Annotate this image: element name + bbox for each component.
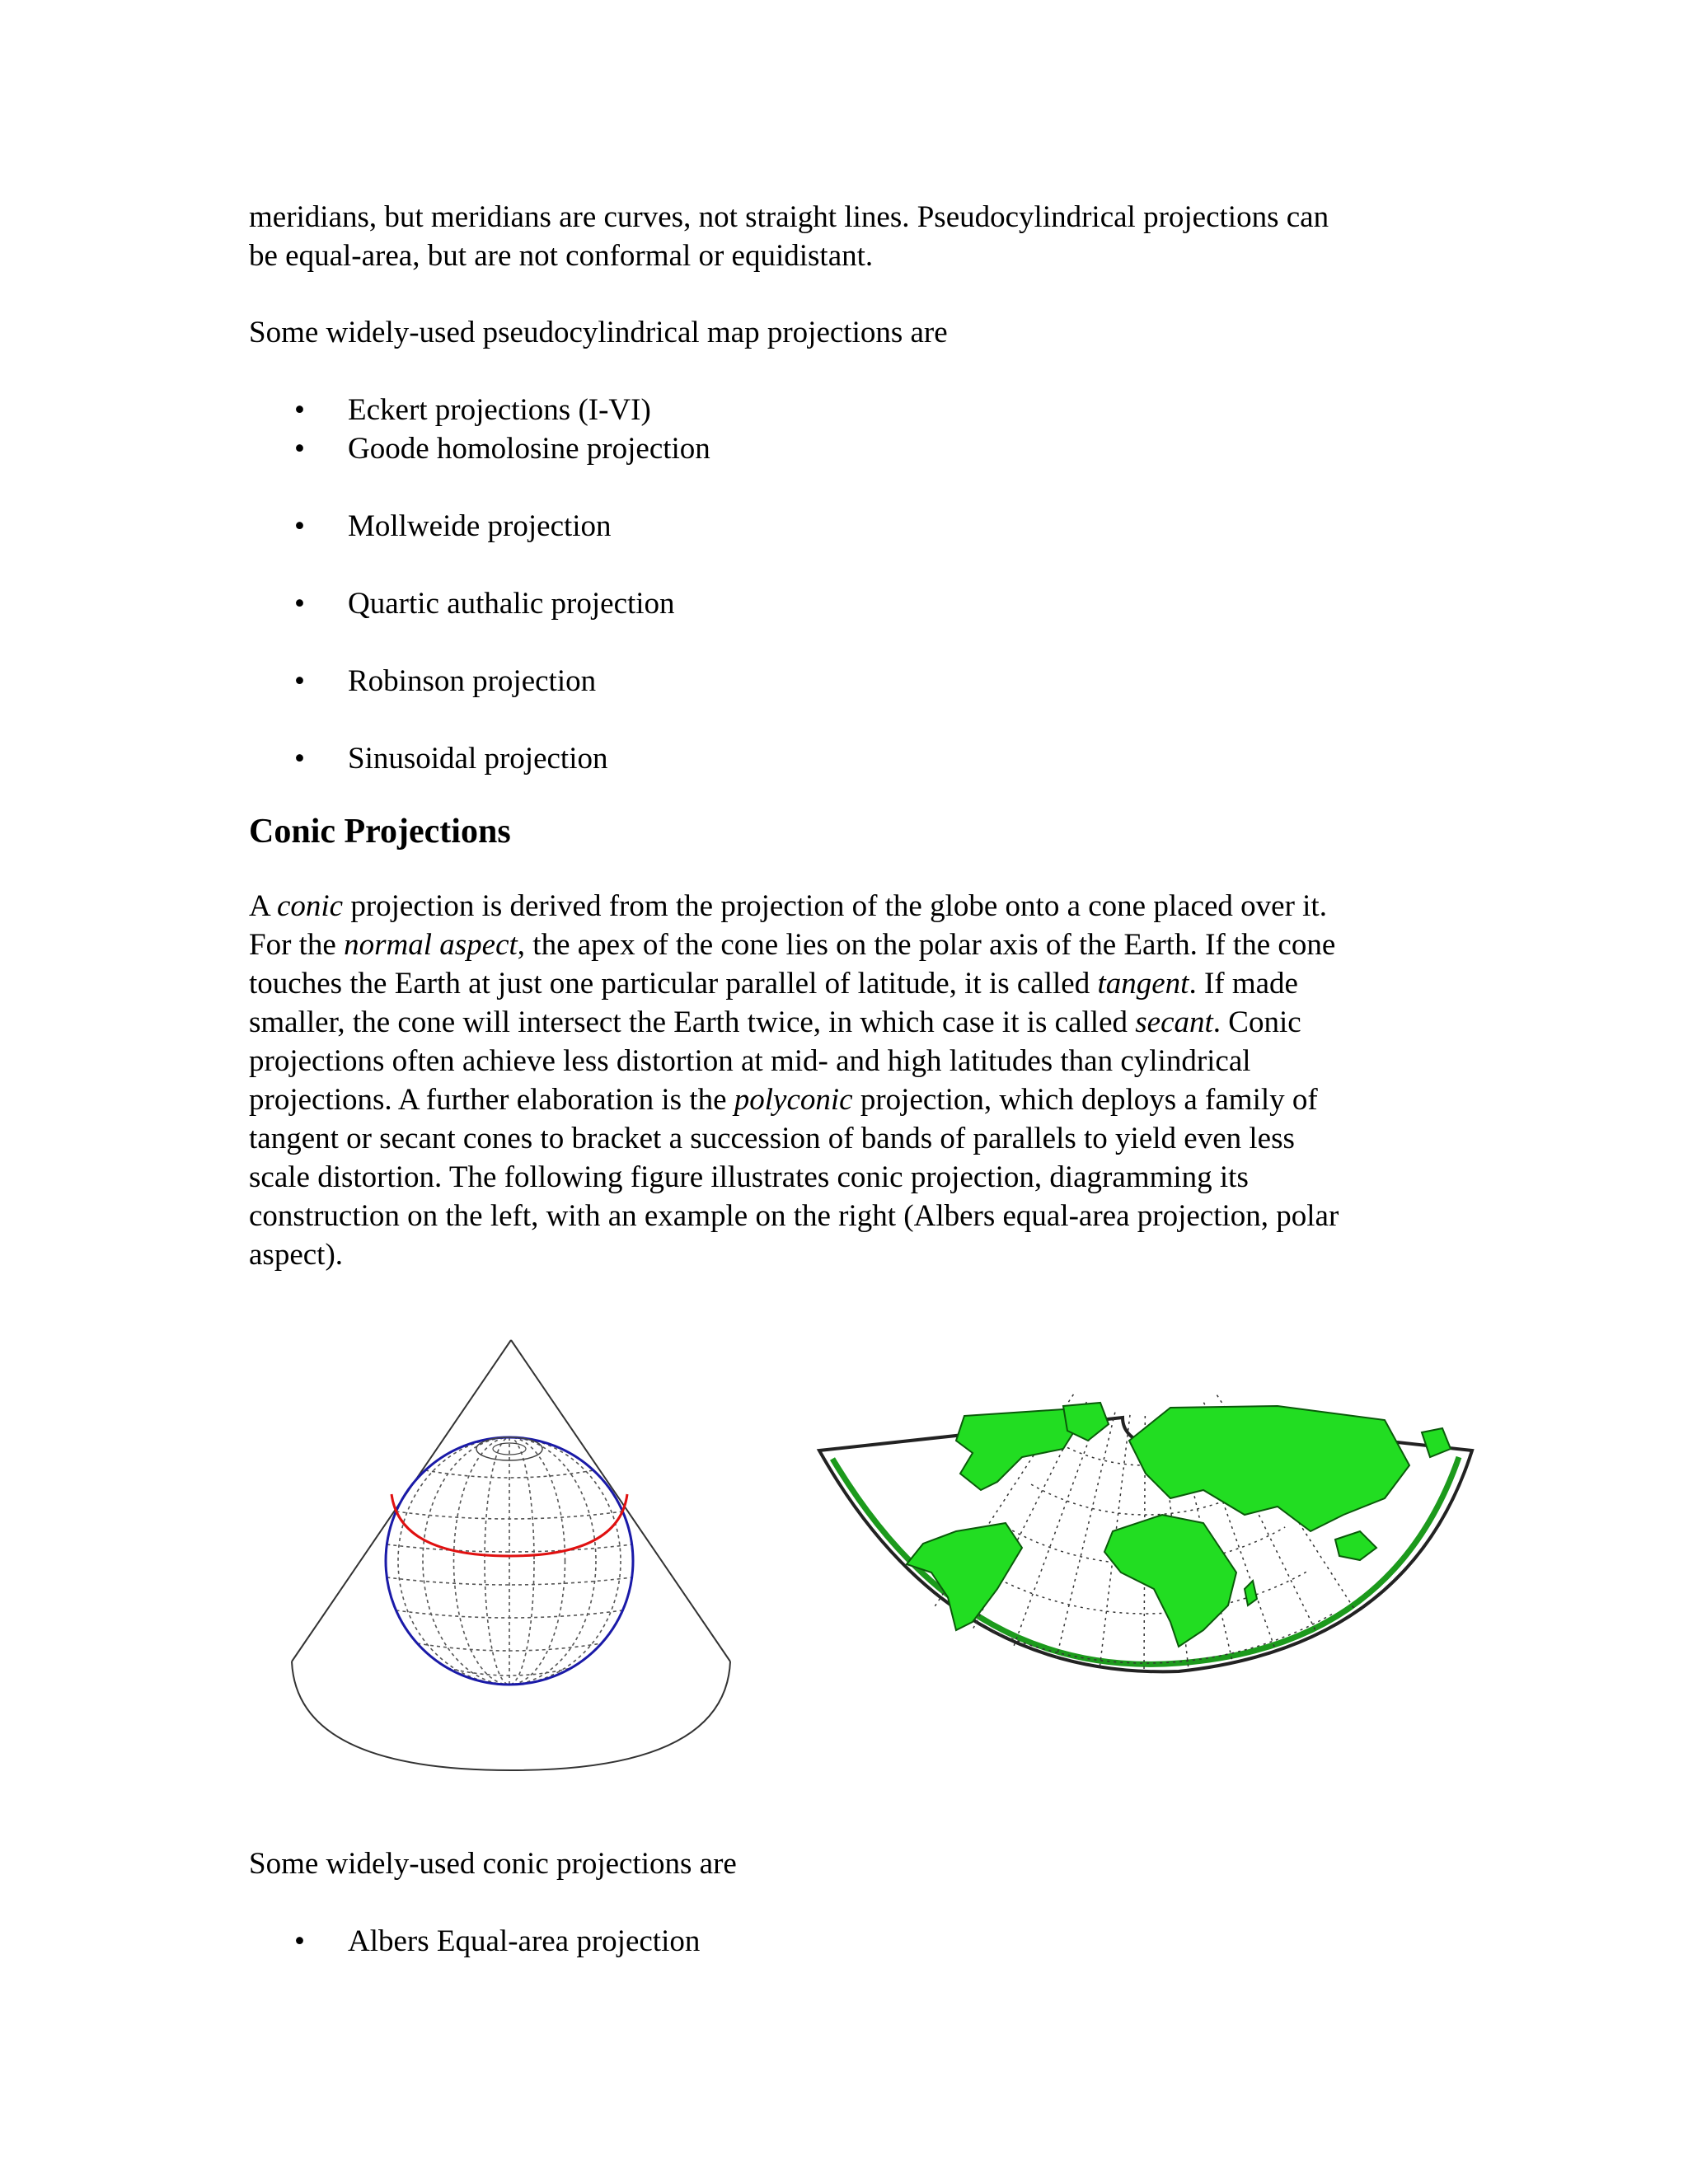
conic-projection-figure bbox=[288, 1333, 1475, 1779]
meridian-line bbox=[485, 1437, 534, 1685]
globe-graticule bbox=[387, 1437, 631, 1685]
intro-line-1: meridians, but meridians are curves, not straight lines. Pseudocylindrical projections can bbox=[249, 200, 1329, 234]
conic-lead-text: Some widely-used conic projections are bbox=[249, 1847, 737, 1881]
intro-paragraph bbox=[249, 198, 1444, 275]
conic-paragraph: A conic projection is derived from the projection of the globe onto a cone placed over it. For the normal aspect, the apex of the cone lies on the polar axis of the Earth. If the cone touches the Earth at just one particular parallel of latitude, it is called tangent. If made smaller, the cone will intersect the Earth twice, in which case it is called secant. Conic projections often achieve less distortion at mid- and high latitudes than cylindrical projections. A further elaboration is the polyconic projection, which deploys a family of tangent or secant cones to bracket a succession of bands of parallels to yield even less scale distortion. The following figure illustrates conic projection, diagramming its construction on the left, with an example on the right (Albers equal-area projection, polar aspect). bbox=[249, 889, 1339, 1272]
cone-construction-diagram bbox=[288, 1333, 734, 1779]
list-item: • Sinusoidal projection bbox=[249, 739, 1444, 778]
list-item: • Eckert projections (I-VI) bbox=[249, 391, 1444, 429]
section-heading-conic: Conic Projections bbox=[249, 813, 511, 851]
pseudo-projection-list bbox=[249, 391, 1444, 778]
list-item: • Goode homolosine projection bbox=[249, 429, 1444, 468]
bullet-icon: • bbox=[294, 587, 305, 621]
list-item: • Albers Equal-area projection bbox=[249, 1922, 1444, 1961]
intro-line-2: be equal-area, but are not conformal or equidistant. bbox=[249, 239, 874, 273]
list-item: • Quartic authalic projection bbox=[249, 584, 1444, 623]
albers-map bbox=[816, 1383, 1475, 1746]
cone-base bbox=[292, 1661, 730, 1770]
conic-projection-list bbox=[249, 1922, 1444, 1961]
pseudo-lead-text: Some widely-used pseudocylindrical map projections are bbox=[249, 316, 948, 349]
list-item: • Mollweide projection bbox=[249, 507, 1444, 546]
meridian-line bbox=[398, 1437, 621, 1685]
bullet-icon: • bbox=[294, 509, 305, 543]
bullet-icon: • bbox=[294, 1924, 305, 1958]
document-page bbox=[249, 198, 1444, 1274]
bullet-icon: • bbox=[294, 432, 305, 466]
cone-outline bbox=[292, 1340, 730, 1661]
bullet-icon: • bbox=[294, 393, 305, 427]
bullet-icon: • bbox=[294, 742, 305, 776]
list-item: • Robinson projection bbox=[249, 662, 1444, 701]
bullet-icon: • bbox=[294, 664, 305, 698]
after-figure-section bbox=[249, 1844, 1444, 1961]
meridian-line bbox=[454, 1437, 565, 1685]
